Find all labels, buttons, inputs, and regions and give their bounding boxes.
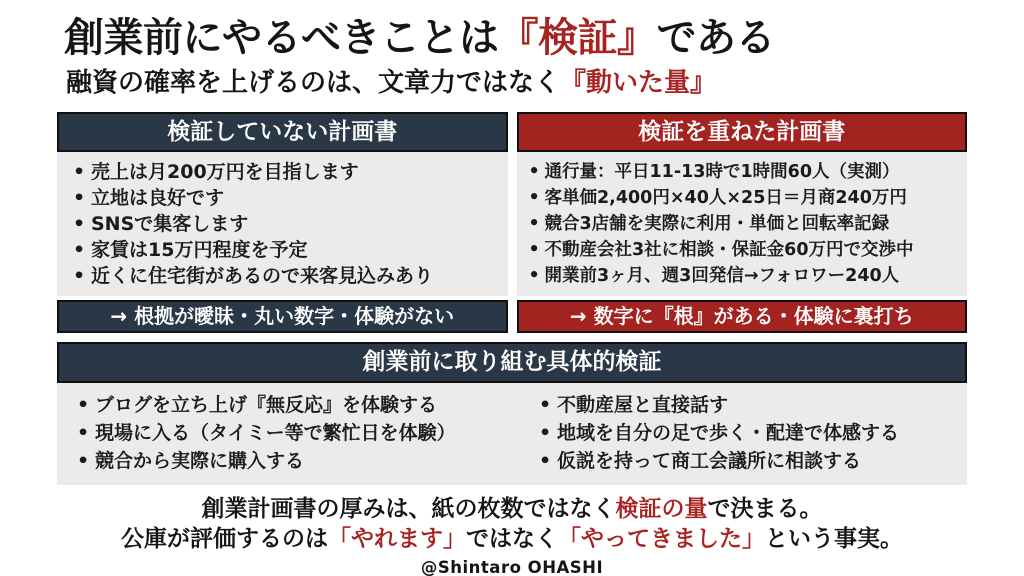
panel-unverified-header: 検証していない計画書	[57, 112, 508, 152]
list-item: • 開業前3ヶ月、週3回発信→フォロワー240人	[521, 263, 962, 289]
text-segment: である	[656, 15, 775, 61]
list-item: • 競合3店舗を実際に利用・単価と回転率記録	[521, 211, 962, 237]
list-item: • 不動産屋と直接話す	[535, 391, 959, 419]
panel-verified-plan	[517, 112, 968, 333]
list-item: • 現場に入る（タイミー等で繁忙日を体験）	[73, 419, 535, 447]
panel-unverified-conclusion: → 根拠が曖昧・丸い数字・体験がない	[57, 300, 508, 333]
panel-verified-body	[517, 152, 968, 296]
panel-actions-header: 創業前に取り組む具体的検証	[57, 342, 967, 382]
actions-left-list	[73, 391, 535, 475]
panel-verified-conclusion: → 数字に『根』がある・体験に裏打ち	[517, 300, 968, 333]
panel-actions-body	[57, 383, 967, 485]
list-item: • 通行量：平日11-13時で1時間60人（実測）	[521, 159, 962, 185]
panel-unverified-body	[57, 152, 508, 296]
summary-line-1	[0, 494, 1024, 524]
text-segment: 『動いた量』	[560, 67, 717, 98]
panel-verified-header: 検証を重ねた計画書	[517, 112, 968, 152]
slide	[0, 16, 1024, 576]
page-subtitle	[66, 67, 1004, 100]
summary-line-2	[0, 524, 1024, 554]
text-segment: ではなく	[466, 525, 558, 552]
list-item: • ブログを立ち上げ『無反応』を体験する	[73, 391, 535, 419]
text-segment: 「やってきました」	[558, 525, 765, 552]
list-item: • 不動産会社3社に相談・保証金60万円で交渉中	[521, 237, 962, 263]
list-item: • SNSで集客します	[61, 211, 502, 237]
list-item: • 立地は良好です	[61, 185, 502, 211]
text-segment: 創業計画書の厚みは、紙の枚数ではなく	[201, 495, 616, 522]
text-segment: で決まる。	[707, 495, 823, 522]
list-item: • 家賃は15万円程度を予定	[61, 237, 502, 263]
text-segment: 検証の量	[615, 495, 708, 522]
list-item: • 地域を自分の足で歩く・配達で体感する	[535, 419, 959, 447]
comparison-columns	[57, 112, 967, 333]
text-segment: という事実。	[765, 525, 903, 552]
text-segment: 融資の確率を上げるのは、文章力ではなく	[66, 67, 561, 98]
panel-concrete-actions	[57, 342, 967, 484]
actions-right-list	[535, 391, 959, 475]
list-item: • 近くに住宅街があるので来客見込みあり	[61, 263, 502, 289]
summary-text	[0, 494, 1024, 554]
text-segment: 「やれます」	[328, 525, 466, 552]
text-segment: 公庫が評価するのは	[121, 525, 328, 552]
panel-unverified-plan	[57, 112, 508, 333]
text-segment: 『検証』	[498, 15, 657, 61]
panel-verified-list	[521, 159, 962, 289]
page-title	[64, 16, 1004, 61]
list-item: • 仮説を持って商工会議所に相談する	[535, 447, 959, 475]
list-item: • 競合から実際に購入する	[73, 447, 535, 475]
author-credit: @Shintaro OHASHI	[420, 557, 604, 576]
panel-unverified-list	[61, 159, 502, 289]
list-item: • 客単価2,400円×40人×25日＝月商240万円	[521, 185, 962, 211]
list-item: • 売上は月200万円を目指します	[61, 159, 502, 185]
text-segment: 創業前にやるべきことは	[64, 15, 499, 61]
